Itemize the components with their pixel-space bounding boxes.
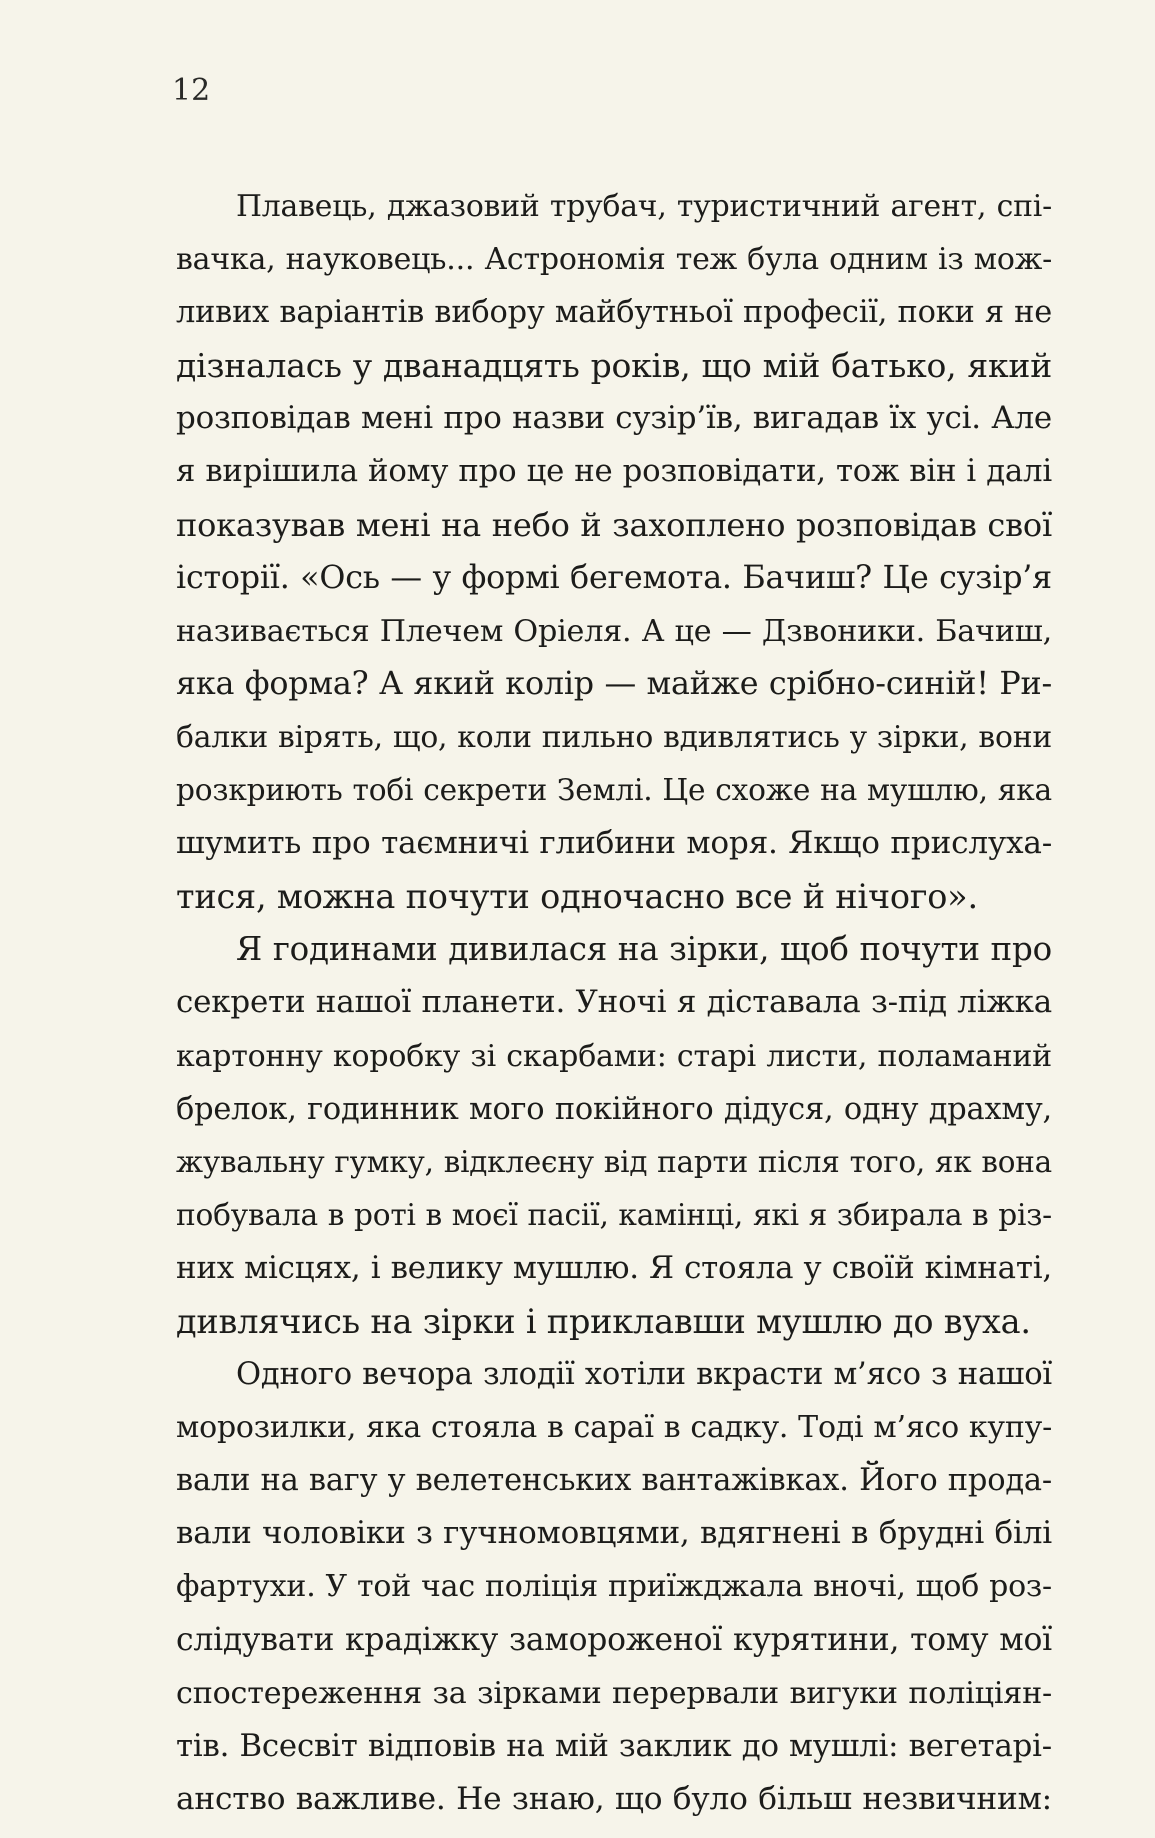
- text-line: називається Плечем Оріеля. А це — Дзвоники. Бачиш,: [176, 613, 1052, 649]
- text-line: яка форма? А який колір — майже срібно-синій! Ри-: [176, 665, 1052, 702]
- text-line: розповідав мені про назви сузір’їв, вигадав їх усі. Але: [176, 400, 1052, 437]
- text-line: побувала в роті в моєї пасії, камінці, які я збирала в різ-: [176, 1197, 1052, 1232]
- text-line: я вирішила йому про це не розповідати, тож він і далі: [176, 453, 1052, 490]
- text-line: вачка, науковець... Астрономія теж була одним із мож-: [176, 242, 1052, 278]
- body-text: [176, 180, 1052, 1826]
- text-line: тися, можна почути одночасно все й нічого».: [176, 877, 978, 917]
- text-line: Плавець, джазовий трубач, туристичний агент, спі-: [236, 189, 1052, 224]
- text-line: спостереження за зірками перервали вигуки поліціян-: [176, 1675, 1052, 1711]
- text-line: Я годинами дивилася на зірки, щоб почути про: [236, 930, 1052, 969]
- text-line: секрети нашої планети. Уночі я діставала з-під ліжка: [176, 984, 1052, 1021]
- text-line: фартухи. У той час поліція приїжджала вночі, щоб роз-: [176, 1569, 1052, 1605]
- text-line: дізналась у дванадцять років, що мій батько, який: [176, 346, 1052, 386]
- text-line: картонну коробку зі скарбами: старі листи, поламаний: [176, 1038, 1052, 1074]
- text-line: дивлячись на зірки і приклавши мушлю до вуха.: [176, 1301, 1031, 1341]
- text-line: брелок, годинник мого покійного дідуся, одну драхму,: [176, 1091, 1052, 1127]
- text-line: слідувати крадіжку замороженої курятини, тому мої: [176, 1621, 1052, 1658]
- text-line: ливих варіантів вибору майбутньої професії, поки я не: [176, 295, 1052, 331]
- text-line: жувальну гумку, відклеєну від парти після того, як вона: [176, 1144, 1052, 1179]
- text-line: вали чоловіки з гучномовцями, вдягнені в брудні білі: [176, 1515, 1052, 1552]
- text-line: вали на вагу у велетенських вантажівках. Його прода-: [176, 1463, 1052, 1499]
- text-line: балки вірять, що, коли пильно вдивлятись у зірки, вони: [176, 719, 1052, 755]
- text-line: тів. Всесвіт відповів на мій заклик до мушлі: вегетарі-: [176, 1727, 1052, 1764]
- text-line: історії. «Ось — у формі бегемота. Бачиш? Це сузір’я: [176, 559, 1052, 596]
- text-line: шумить про таємничі глибини моря. Якщо прислуха-: [176, 825, 1052, 862]
- text-line: морозилки, яка стояла в сараї в садку. Тоді м’ясо купу-: [176, 1410, 1052, 1446]
- text-line: анство важливе. Не знаю, що було більш незвичним:: [176, 1780, 1052, 1817]
- text-line: розкриють тобі секрети Землі. Це схоже на мушлю, яка: [176, 773, 1052, 808]
- page-number: 12: [172, 73, 211, 108]
- text-line: них місцях, і велику мушлю. Я стояла у своїй кімнаті,: [176, 1249, 1052, 1286]
- text-line: Одного вечора злодії хотіли вкрасти м’ясо з нашої: [236, 1357, 1052, 1393]
- text-line: показував мені на небо й захоплено розповідав свої: [176, 505, 1052, 544]
